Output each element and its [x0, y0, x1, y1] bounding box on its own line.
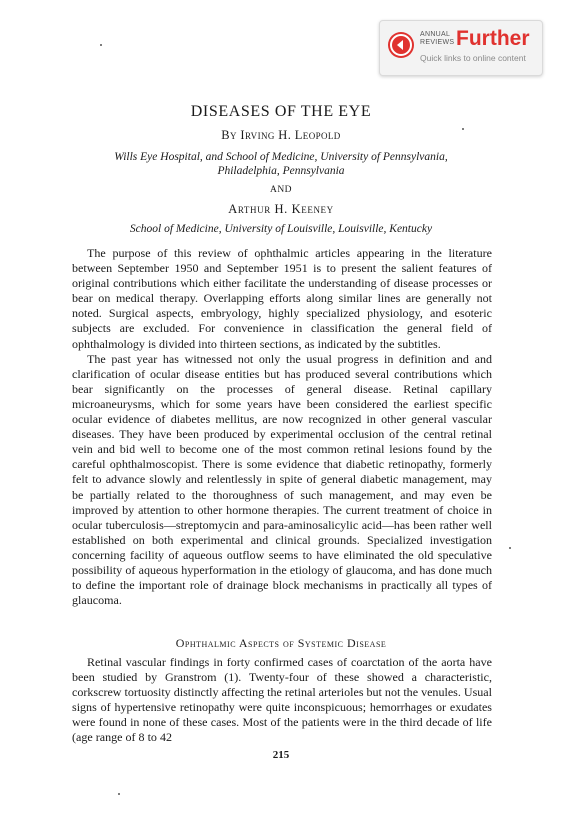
- body-paragraph-1: The purpose of this review of ophthalmic articles appearing in the literature between September 1950 and September 1951 is to present the salient features of original contributions which either facilitate the understanding of disease processes or bear on medical therapy. Overlapping efforts along similar lines are generally not noted. Surgical aspects, embryology, highly specialized physiology, and esoteric subjects are excluded. For convenience in classification the general field of ophthalmology is divided into thirteen sections, as indicated by the subtitles.: [72, 246, 492, 351]
- scan-speck: [509, 547, 511, 549]
- affiliation-2: School of Medicine, University of Louisville, Louisville, Kentucky: [129, 223, 433, 235]
- author-byline: By Irving H. Leopold: [221, 128, 341, 142]
- article-title: DISEASES OF THE EYE: [190, 103, 372, 120]
- section-heading: Ophthalmic Aspects of Systemic Disease: [175, 636, 387, 650]
- section-body: [72, 655, 492, 746]
- second-author: Arthur H. Keeney: [228, 202, 334, 216]
- badge-annual-label: ANNUAL: [420, 31, 451, 38]
- and-connector: AND: [269, 185, 293, 195]
- affiliation-1-line-1: Wills Eye Hospital, and School of Medicine, University of Pennsylvania,: [114, 151, 448, 163]
- badge-reviews-label: REVIEWS: [420, 39, 455, 46]
- further-arrow-icon: [388, 32, 414, 58]
- intro-body: [72, 246, 492, 608]
- body-paragraph-2: The past year has witnessed not only the usual progress in definition and and clarification of ocular disease entities but has produced several contributions which bear significantly on the processes of general disease. Retinal capillary microaneurysms, which for some years have been considered the earliest specific ocular evidence of diabetes mellitus, are now recognized in other general vascular diseases. They have been produced by experimental occlusion of the central retinal vein and bid well to become one of the most common retinal lesions found by the careful ophthalmoscopist. There is some evidence that diabetic retinopathy, formerly felt to advance slowly and relentlessly in spite of general diabetic management, may be partially related to the thoroughness of such management, and may even be improved by attention to other hormone therapies. The current treatment of choice in ocular tuberculosis—streptomycin and para-aminosalicylic acid—has been rather well established on both experimental and clinical grounds. Specialized investigation concerning facility of aqueous outflow seems to have eliminated the old speculative possibility of aqueous hyperformation in the etiology of glaucoma, and has done much to define the important role of drainage block mechanisms in practically all types of glaucoma.: [72, 351, 492, 608]
- scan-speck: [100, 44, 102, 46]
- badge-further-label: Further: [456, 27, 530, 50]
- page-number: 215: [272, 749, 290, 761]
- annual-reviews-further-badge[interactable]: [379, 20, 543, 76]
- badge-quick-links-link[interactable]: Quick links to online content: [420, 53, 526, 63]
- affiliation-1: [0, 150, 562, 178]
- affiliation-1-line-2: Philadelphia, Pennsylvania: [217, 165, 345, 177]
- scan-speck: [118, 793, 120, 795]
- section-paragraph-1: Retinal vascular findings in forty confirmed cases of coarctation of the aorta have been studied by Granstrom (1). Twenty-four of these showed a characteristic, corkscrew tortuosity distinctly affecting the retinal arterioles but not the venules. Usual signs of hypertensive retinopathy were quite inconspicuous; hemorrhages or exudates were found in none of these cases. Most of the patients were in the third decade of life (age range of 8 to 42: [72, 655, 492, 745]
